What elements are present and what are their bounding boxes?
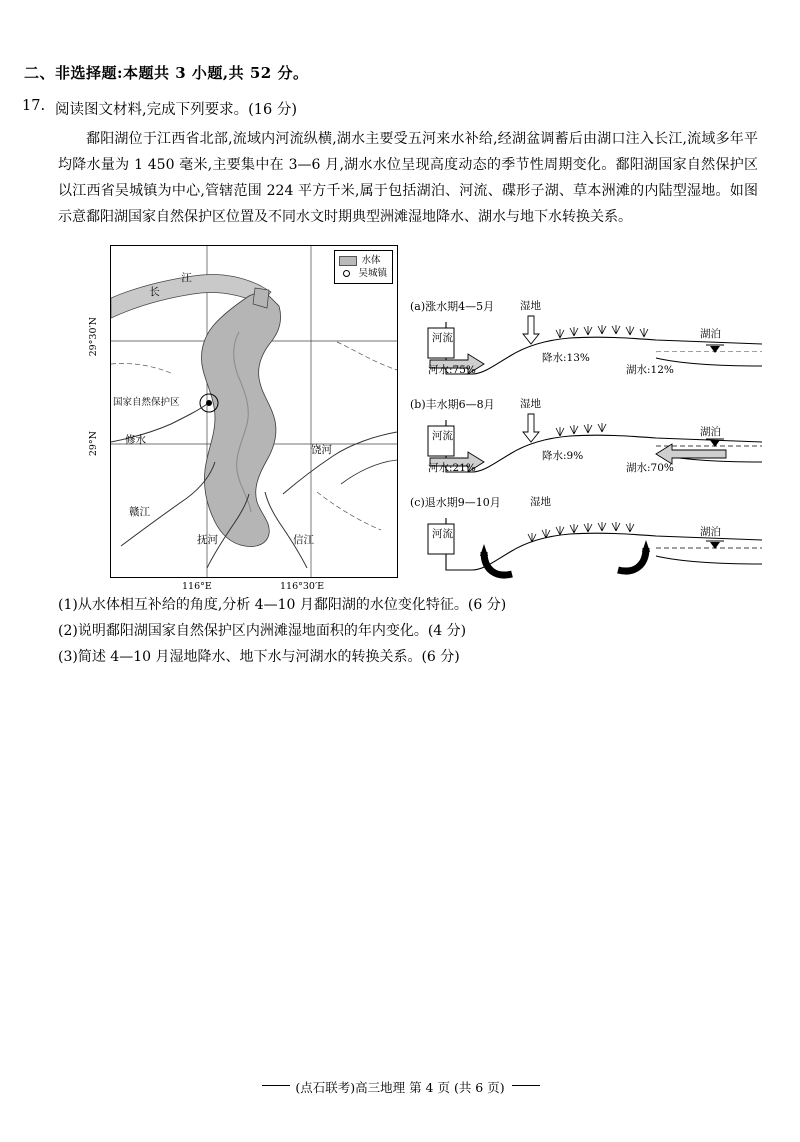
map-legend — [334, 250, 393, 284]
map-lat-label-2: 29°N — [88, 431, 99, 457]
question-number: 17. — [22, 98, 46, 114]
map-lat-label-1: 29°30′N — [88, 317, 99, 357]
panel-c-river-label: 河流 — [432, 528, 453, 540]
section-heading: 二、非选择题:本题共 3 小题,共 52 分。 — [24, 64, 309, 82]
wetland-diagram — [410, 298, 762, 588]
legend-water-row — [339, 254, 387, 267]
map-label-raohe: 饶河 — [311, 444, 332, 456]
map-label-xinjiang: 信江 — [293, 534, 314, 546]
panel-b-wetland-label: 湿地 — [520, 398, 541, 410]
question-title: 阅读图文材料,完成下列要求。(16 分) — [55, 102, 297, 118]
town-marker-icon — [343, 270, 350, 277]
panel-b-river-label: 河流 — [432, 430, 453, 442]
panel-b-river-water: 河水:21% — [428, 462, 476, 474]
map-lon-label-2: 116°30′E — [280, 581, 325, 592]
panel-b-svg — [410, 410, 762, 490]
panel-b-lake-water: 湖水:70% — [626, 462, 674, 474]
question-passage: 鄱阳湖位于江西省北部,流域内河流纵横,湖水主要受五河来水补给,经湖盆调蓄后由湖口注入长江,流域多年平均降水量为 1 450 毫米,主要集中在 3—6 月,湖水水位呈现高度动态的季节性周期变化。鄱阳湖国家自然保护区以江西省吴城镇为中心,管辖范围 224 平方千米,属于包括湖泊、河流、碟形子湖、草本洲滩的内陆型湿地。如图示意鄱阳湖国家自然保护区位置及不同水文时期典型洲滩湿地降水、湖水与地下水转换关系。 — [58, 131, 758, 225]
map-figure — [88, 245, 400, 592]
map-label-ganjiang: 赣江 — [129, 506, 150, 518]
water-swatch-icon — [339, 256, 357, 266]
panel-a-river-water: 河水:75% — [428, 364, 476, 376]
panel-a-lake-water: 湖水:12% — [626, 364, 674, 376]
map-label-fuhe: 抚河 — [197, 534, 218, 546]
panel-a-river-label: 河流 — [432, 332, 453, 344]
panel-a-wetland-label: 湿地 — [520, 300, 541, 312]
panel-b-label: (b)丰水期6—8月 — [410, 398, 495, 411]
map-label-xiushui: 修水 — [125, 434, 146, 446]
panel-c-label: (c)退水期9—10月 — [410, 496, 501, 509]
map-label-reserve: 国家自然保护区 — [113, 397, 180, 408]
page-footer: (点石联考)高三地理 第 4 页 (共 6 页) — [295, 1080, 505, 1095]
legend-town-row — [339, 267, 387, 280]
map-lon-label-1: 116°E — [182, 581, 212, 592]
sub-question-list — [58, 592, 758, 670]
sub-question-3: (3)简述 4—10 月湿地降水、地下水与河湖水的转换关系。(6 分) — [58, 649, 460, 665]
panel-c-svg — [410, 508, 762, 588]
panel-a-lake-label: 湖泊 — [700, 328, 721, 340]
figure-area — [50, 243, 762, 592]
map-label-changjiang-2: 江 — [180, 272, 192, 284]
panel-b-precip: 降水:9% — [542, 450, 584, 462]
map-frame — [110, 245, 398, 578]
legend-town-label: 吴城镇 — [358, 268, 387, 279]
map-label-changjiang-1: 长 — [148, 286, 160, 298]
panel-c-lake-label: 湖泊 — [700, 526, 721, 538]
panel-a-label: (a)涨水期4—5月 — [410, 300, 495, 313]
panel-b-lake-label: 湖泊 — [700, 426, 721, 438]
sub-question-2: (2)说明鄱阳湖国家自然保护区内洲滩湿地面积的年内变化。(4 分) — [58, 623, 467, 639]
panel-c-wetland-label: 湿地 — [530, 496, 551, 508]
legend-water-label: 水体 — [361, 255, 381, 266]
panel-a-precip: 降水:13% — [542, 352, 590, 364]
sub-question-1: (1)从水体相互补给的角度,分析 4—10 月鄱阳湖的水位变化特征。(6 分) — [58, 597, 507, 613]
